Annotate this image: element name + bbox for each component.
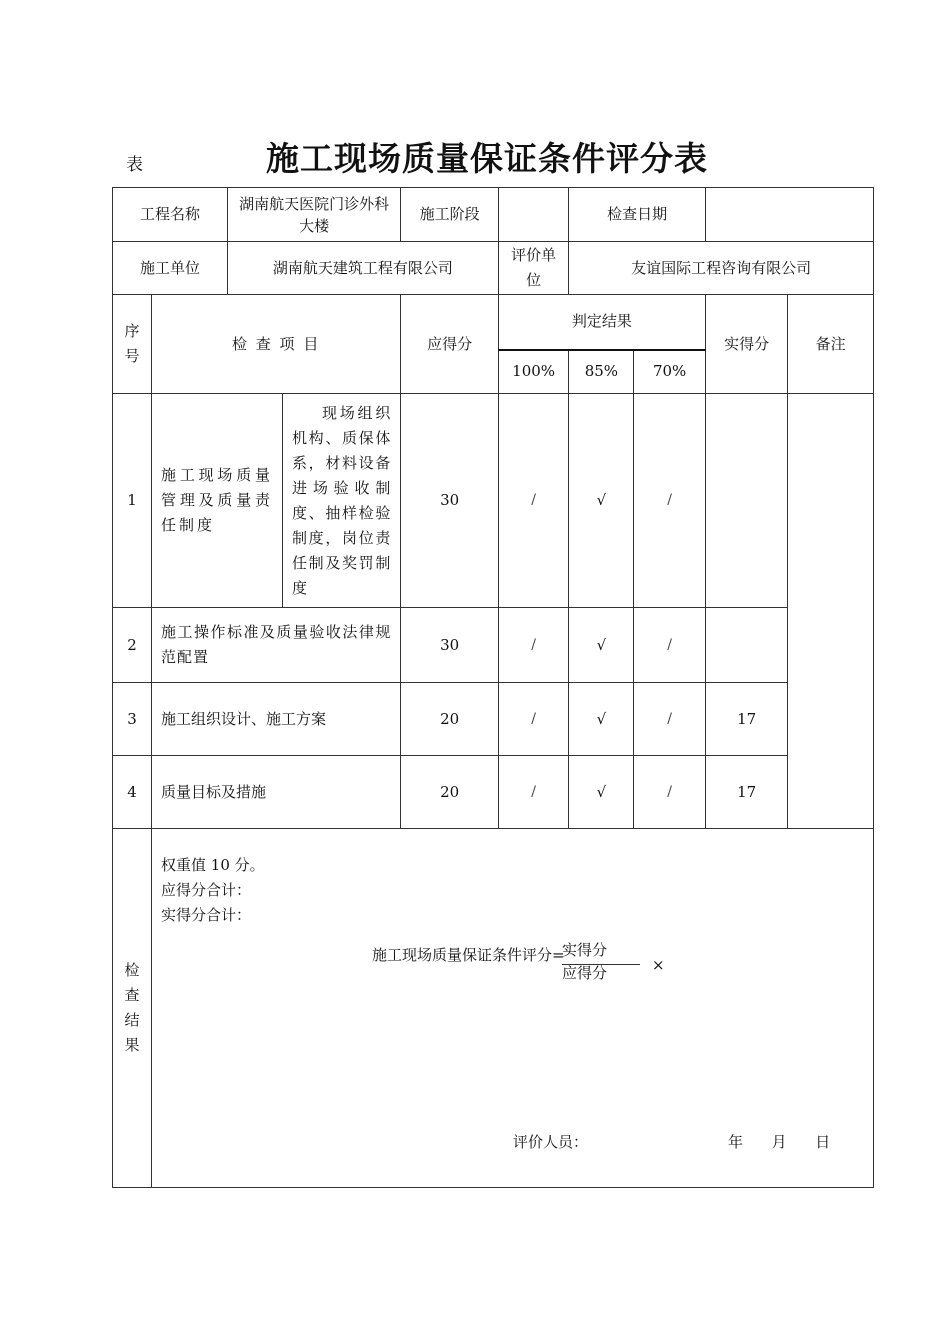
evaluator-value: 友谊国际工程咨询有限公司: [569, 242, 874, 295]
date-label: 检查日期: [569, 188, 706, 242]
row-due: 30: [401, 394, 499, 608]
summary-lines: [161, 853, 265, 928]
builder-label: 施工单位: [113, 242, 228, 295]
page-title: 施工现场质量保证条件评分表: [266, 139, 708, 178]
actual-header: 实得分: [705, 295, 787, 394]
note-header: 备注: [788, 295, 874, 394]
row-p100: /: [498, 608, 568, 683]
row-category: 施工现场质量管理及质量责任制度: [152, 394, 283, 607]
p70-header: 70%: [634, 350, 706, 394]
builder-value: 湖南航天建筑工程有限公司: [227, 242, 498, 295]
seq-header-text: 序号: [124, 322, 140, 365]
row-item: 现场组织机构、质保体系，材料设备进场验收制度、抽样检验制度，岗位责任制及奖罚制度: [292, 403, 392, 597]
row-due: 30: [401, 608, 499, 683]
row-seq: 3: [113, 683, 152, 756]
row-due: 20: [401, 756, 499, 829]
seq-header: [113, 295, 152, 394]
formula-fraction: [562, 939, 642, 985]
table-row: [113, 394, 874, 608]
signature-date: 年 月 日: [728, 1133, 831, 1151]
row-p85: √: [569, 608, 634, 683]
row-actual: [705, 394, 787, 608]
row-item: 施工组织设计、施工方案: [152, 683, 401, 756]
row-seq: 1: [113, 394, 152, 608]
row-p85: √: [569, 394, 634, 608]
row-p70: /: [634, 608, 706, 683]
row-item: 施工操作标准及质量验收法律规范配置: [152, 608, 401, 683]
summary-cell: [152, 829, 874, 1188]
actual-total-text: 实得分合计：: [161, 906, 252, 924]
info-row-1: [113, 188, 874, 242]
date-value: [705, 188, 873, 242]
fraction-bar: [562, 964, 640, 965]
row-p70: /: [634, 683, 706, 756]
project-label: 工程名称: [113, 188, 228, 242]
formula-times: ×: [652, 956, 665, 974]
weight-text: 权重值 10 分。: [161, 856, 265, 874]
row-p100: /: [498, 683, 568, 756]
table-row: [113, 608, 874, 683]
row-p100: /: [498, 756, 568, 829]
summary-label: 检查结果: [124, 961, 140, 1054]
row-actual: [705, 608, 787, 683]
item-header: 检 查 项 目: [152, 295, 401, 394]
row-item-cell: [152, 394, 401, 608]
row-p85: √: [569, 683, 634, 756]
judge-header: 判定结果: [498, 295, 705, 350]
row-p85: √: [569, 756, 634, 829]
p100-header: 100%: [498, 350, 568, 394]
p85-header: 85%: [569, 350, 634, 394]
due-total-text: 应得分合计：: [161, 881, 252, 899]
row-item: 质量目标及措施: [152, 756, 401, 829]
project-value: 湖南航天医院门诊外科大楼: [227, 188, 400, 242]
table-row: [113, 756, 874, 829]
row-p70: /: [634, 756, 706, 829]
table-prefix: 表: [126, 155, 143, 175]
summary-row: [113, 829, 874, 1188]
evaluator-signature-label: 评价人员：: [513, 1133, 589, 1151]
row-seq: 4: [113, 756, 152, 829]
row-p70: /: [634, 394, 706, 608]
formula-denominator: 应得分: [562, 964, 608, 982]
stage-label: 施工阶段: [401, 188, 499, 242]
table-row: [113, 683, 874, 756]
row-note: [788, 394, 874, 829]
formula-numerator: 实得分: [562, 941, 608, 959]
row-actual: 17: [705, 756, 787, 829]
evaluator-label: 评价单位: [498, 242, 568, 295]
due-header: 应得分: [401, 295, 499, 394]
formula-label: 施工现场质量保证条件评分=: [372, 946, 565, 964]
row-due: 20: [401, 683, 499, 756]
row-p100: /: [498, 394, 568, 608]
stage-value: [498, 188, 568, 242]
summary-label-cell: [113, 829, 152, 1188]
column-header-row-1: [113, 295, 874, 350]
score-table: [112, 187, 874, 1188]
row-seq: 2: [113, 608, 152, 683]
row-actual: 17: [705, 683, 787, 756]
info-row-2: [113, 242, 874, 295]
